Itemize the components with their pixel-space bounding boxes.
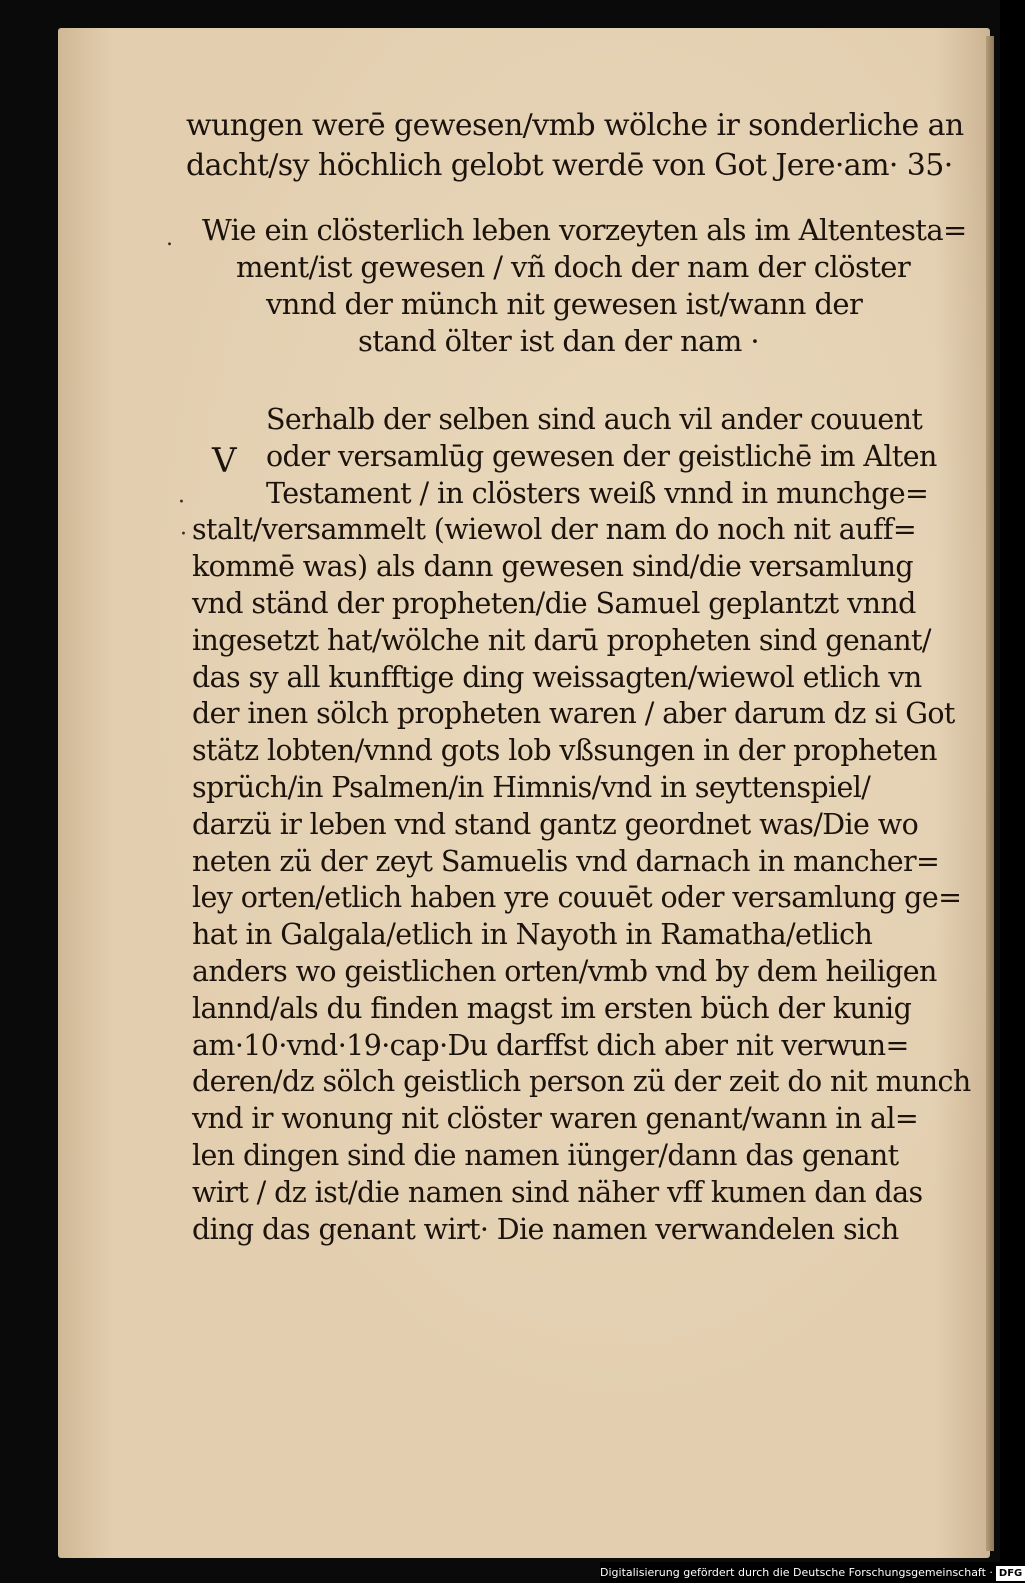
- text-line: Serhalb der selben sind auch vil ander couuent: [266, 403, 923, 436]
- heading-line: vnnd der münch nit gewesen ist/wann der: [266, 287, 863, 321]
- text-line: sprüch/in Psalmen/in Himnis/vnd in seyttenspiel/: [192, 770, 871, 804]
- text-line: stalt/versammelt (wiewol der nam do noch nit auff=: [192, 513, 917, 547]
- text-line: kommē was) als dann gewesen sind/die versamlung: [192, 550, 913, 584]
- text-line: oder versamlūg gewesen der geistlichē im Alten: [266, 439, 937, 473]
- digitization-credit: [600, 1562, 1023, 1583]
- initial-letter: V: [212, 441, 237, 481]
- text-line: anders wo geistlichen orten/vmb vnd by dem heiligen: [192, 954, 937, 988]
- text-line: Testament / in clösters weiß vnnd in munchge=: [266, 476, 929, 510]
- text-line: vnd ir wonung nit clöster waren genant/wann in al=: [192, 1102, 919, 1136]
- text-line: darzü ir leben vnd stand gantz geordnet was/Die wo: [192, 807, 919, 841]
- continuation-text: [186, 106, 964, 186]
- text-line: hat in Galgala/etlich in Nayoth in Ramatha/etlich: [192, 918, 873, 952]
- dfg-logo: DFG: [996, 1566, 1025, 1581]
- heading-line: ment/ist gewesen / vñ doch der nam der clöster: [236, 250, 911, 284]
- margin-mark: .: [166, 226, 173, 251]
- text-line: wirt / dz ist/die namen sind näher vff kumen dan das: [192, 1175, 923, 1209]
- text-line: dacht/sy höchlich gelobt werdē von Got Jere·am· 35·: [186, 148, 953, 183]
- body-text: [192, 402, 971, 1248]
- heading-line: Wie ein clösterlich leben vorzeyten als im Altentesta=: [202, 213, 967, 247]
- margin-mark: ·: [180, 522, 187, 547]
- heading-line: stand ölter ist dan der nam ·: [358, 324, 760, 358]
- text-line: das sy all kunfftige ding weissagten/wiewol etlich vn: [192, 660, 922, 694]
- text-line: len dingen sind die namen iünger/dann das genant: [192, 1138, 899, 1172]
- margin-mark: ·: [178, 490, 185, 515]
- text-line: der inen sölch propheten waren / aber darum dz si Got: [192, 697, 955, 731]
- text-line: ley orten/etlich haben yre couuēt oder versamlung ge=: [192, 881, 962, 915]
- section-heading: [160, 212, 967, 360]
- text-line: stätz lobten/vnnd gots lob vßsungen in der propheten: [192, 734, 937, 768]
- text-line: am·10·vnd·19·cap·Du darffst dich aber nit verwun=: [192, 1028, 909, 1062]
- text-line: neten zü der zeyt Samuelis vnd darnach in mancher=: [192, 844, 940, 878]
- text-line: deren/dz sölch geistlich person zü der zeit do nit munch: [192, 1065, 971, 1099]
- text-line: ingesetzt hat/wölche nit darū propheten sind genant/: [192, 623, 931, 657]
- text-line: wungen werē gewesen/vmb wölche ir sonderliche an: [186, 108, 964, 143]
- page-edge: [986, 36, 994, 1551]
- text-line: vnd ständ der propheten/die Samuel geplantzt vnnd: [192, 586, 916, 620]
- text-line: ding das genant wirt· Die namen verwandelen sich: [192, 1212, 899, 1246]
- credit-text: Digitalisierung gefördert durch die Deutsche Forschungsgemeinschaft ·: [600, 1566, 993, 1579]
- text-line: lannd/als du finden magst im ersten büch der kunig: [192, 991, 912, 1025]
